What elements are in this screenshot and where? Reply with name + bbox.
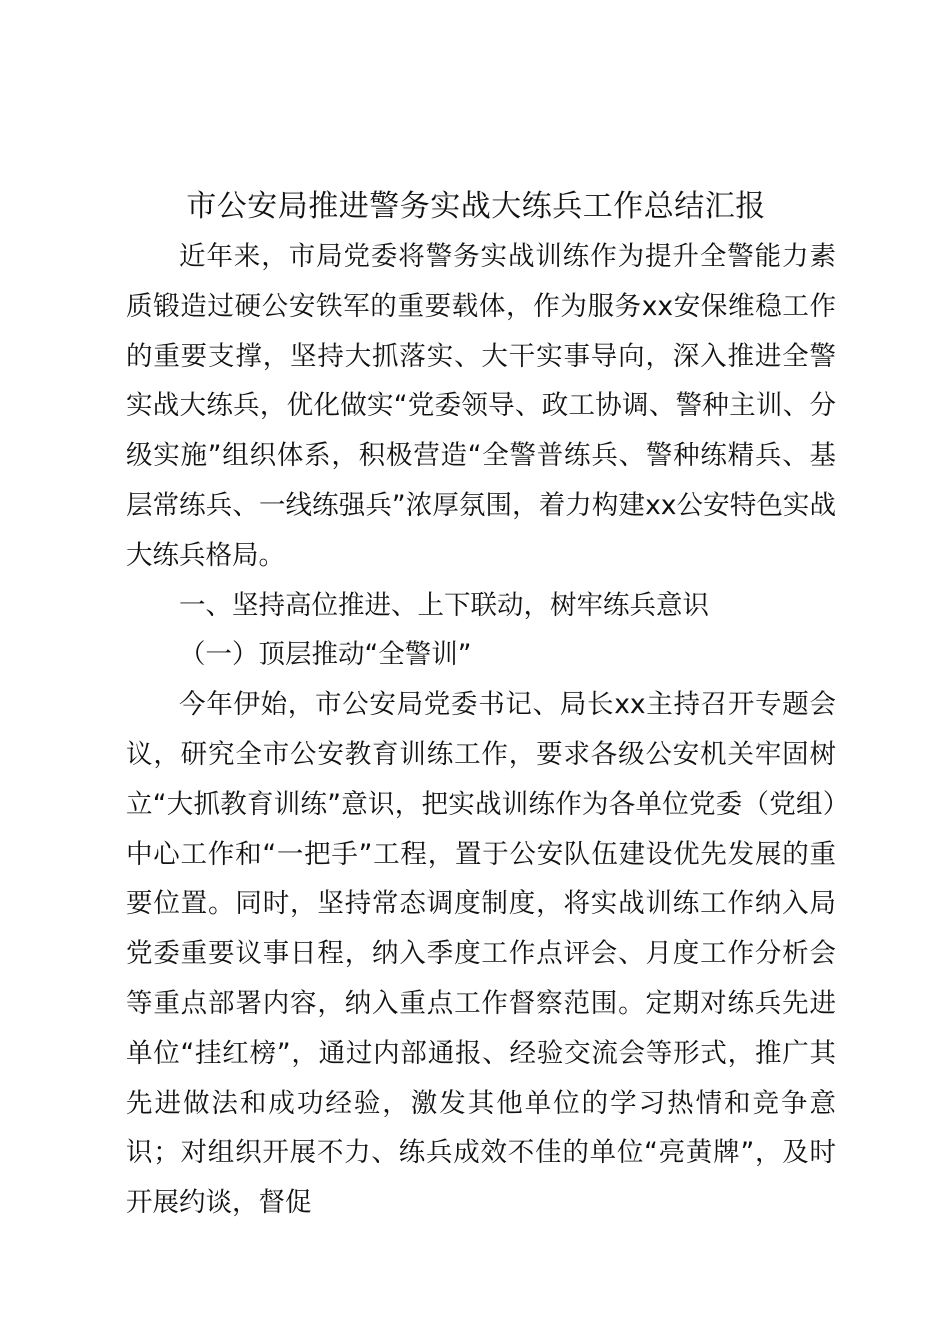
document-body xyxy=(126,232,836,1228)
subsection-heading: （一）顶层推动“全警训” xyxy=(179,639,472,671)
section-heading: 一、坚持高位推进、上下联动，树牢练兵意识 xyxy=(179,589,709,621)
subsection-paragraph: 今年伊始，市公安局党委书记、局长xx主持召开专题会议，研究全市公安教育训练工作，要求各级公安机关牢固树立“大抓教育训练”意识，把实战训练作为各单位党委（党组）中心工作和“一把手”工程，置于公安队伍建设优先发展的重要位置。同时，坚持常态调度制度，将实战训练工作纳入局党委重要议事日程，纳入季度工作点评会、月度工作分析会等重点部署内容，纳入重点工作督察范围。定期对练兵先进单位“挂红榜”，通过内部通报、经验交流会等形式，推广其先进做法和成功经验，激发其他单位的学习热情和竞争意识；对组织开展不力、练兵成效不佳的单位“亮黄牌”，及时开展约谈，督促 xyxy=(126,689,836,1219)
intro-paragraph: 近年来，市局党委将警务实战训练作为提升全警能力素质锻造过硬公安铁军的重要载体，作为服务xx安保维稳工作的重要支撑，坚持大抓落实、大干实事导向，深入推进全警实战大练兵，优化做实“党委领导、政工协调、警种主训、分级实施”组织体系，积极营造“全警普练兵、警种练精兵、基层常练兵、一线练强兵”浓厚氛围，着力构建xx公安特色实战大练兵格局。 xyxy=(126,241,836,571)
document-title: 市公安局推进警务实战大练兵工作总结汇报 xyxy=(186,189,766,224)
